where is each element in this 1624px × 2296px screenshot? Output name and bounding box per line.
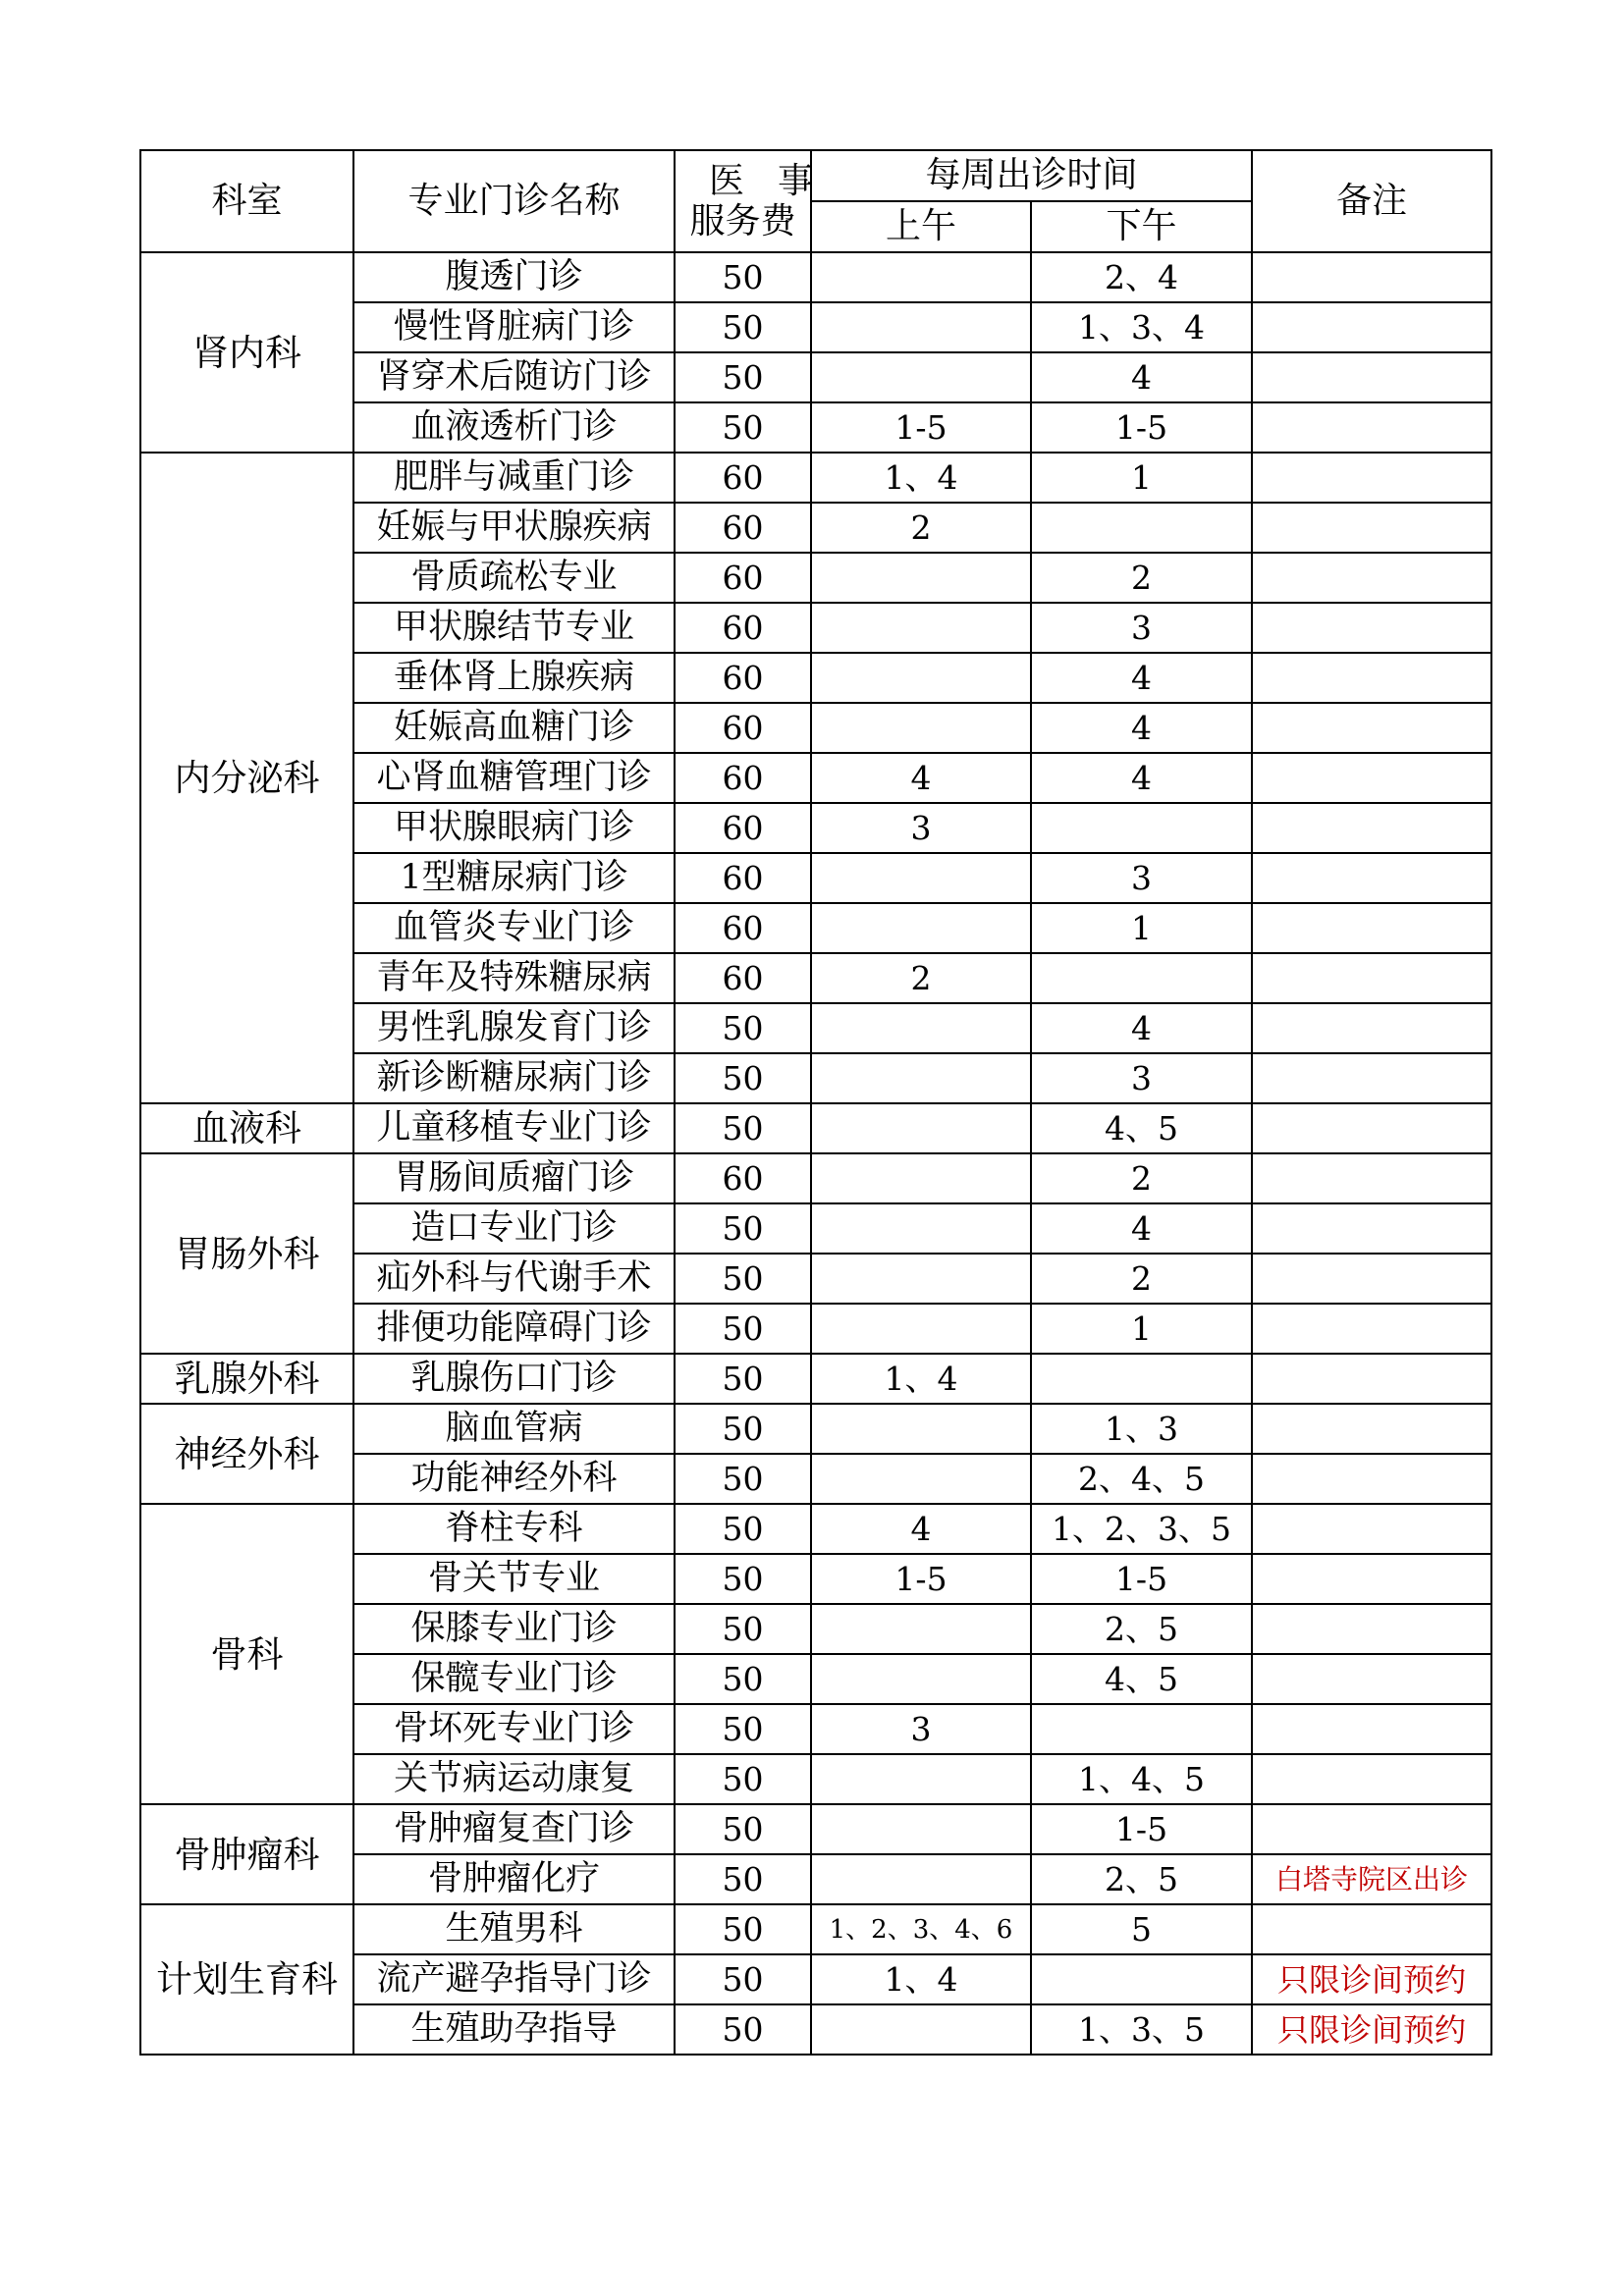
fee-cell: 60 xyxy=(675,653,811,703)
pm-slot-cell: 1-5 xyxy=(1031,1554,1252,1604)
note-cell xyxy=(1252,1554,1491,1604)
am-slot-cell xyxy=(811,853,1031,903)
header-pm: 下午 xyxy=(1031,201,1252,252)
am-slot-cell xyxy=(811,1604,1031,1654)
clinic-name-cell: 功能神经外科 xyxy=(353,1454,675,1504)
fee-cell: 50 xyxy=(675,1404,811,1454)
pm-slot-cell: 1、3 xyxy=(1031,1404,1252,1454)
note-cell xyxy=(1252,1304,1491,1354)
header-time: 每周出诊时间 xyxy=(811,150,1252,201)
pm-slot-cell: 4 xyxy=(1031,1003,1252,1053)
header-dept: 科室 xyxy=(140,150,353,252)
am-slot-cell xyxy=(811,1654,1031,1704)
clinic-name-cell: 脑血管病 xyxy=(353,1404,675,1454)
am-slot-cell: 3 xyxy=(811,1704,1031,1754)
am-slot-cell: 1、4 xyxy=(811,1354,1031,1404)
pm-slot-cell: 1、3、4 xyxy=(1031,302,1252,352)
clinic-name-cell: 肥胖与减重门诊 xyxy=(353,453,675,503)
note-cell xyxy=(1252,302,1491,352)
fee-cell: 60 xyxy=(675,453,811,503)
am-slot-cell xyxy=(811,1153,1031,1203)
header-clinic: 专业门诊名称 xyxy=(353,150,675,252)
pm-slot-cell: 1 xyxy=(1031,1304,1252,1354)
fee-cell: 60 xyxy=(675,703,811,753)
pm-slot-cell: 4、5 xyxy=(1031,1654,1252,1704)
pm-slot-cell: 1-5 xyxy=(1031,1804,1252,1854)
note-cell xyxy=(1252,1053,1491,1103)
fee-cell: 50 xyxy=(675,2004,811,2055)
clinic-name-cell: 肾穿术后随访门诊 xyxy=(353,352,675,402)
note-cell xyxy=(1252,1704,1491,1754)
fee-cell: 60 xyxy=(675,903,811,953)
pm-slot-cell: 2 xyxy=(1031,1153,1252,1203)
clinic-name-cell: 疝外科与代谢手术 xyxy=(353,1254,675,1304)
fee-cell: 60 xyxy=(675,603,811,653)
pm-slot-cell: 4 xyxy=(1031,703,1252,753)
am-slot-cell: 3 xyxy=(811,803,1031,853)
am-slot-cell xyxy=(811,1454,1031,1504)
dept-cell: 血液科 xyxy=(140,1103,353,1153)
pm-slot-cell: 1、4、5 xyxy=(1031,1754,1252,1804)
pm-slot-cell: 3 xyxy=(1031,1053,1252,1103)
note-cell xyxy=(1252,1804,1491,1854)
pm-slot-cell xyxy=(1031,803,1252,853)
clinic-name-cell: 妊娠与甲状腺疾病 xyxy=(353,503,675,553)
pm-slot-cell: 4 xyxy=(1031,1203,1252,1254)
dept-cell: 骨科 xyxy=(140,1504,353,1804)
clinic-name-cell: 骨关节专业 xyxy=(353,1554,675,1604)
pm-slot-cell xyxy=(1031,503,1252,553)
table-body xyxy=(140,252,1491,2055)
note-cell xyxy=(1252,352,1491,402)
note-cell xyxy=(1252,1404,1491,1454)
header-fee xyxy=(675,150,847,252)
clinic-name-cell: 骨肿瘤复查门诊 xyxy=(353,1804,675,1854)
clinic-name-cell: 青年及特殊糖尿病 xyxy=(353,953,675,1003)
fee-cell: 50 xyxy=(675,1554,811,1604)
fee-cell: 50 xyxy=(675,1504,811,1554)
pm-slot-cell: 2、5 xyxy=(1031,1854,1252,1904)
pm-slot-cell: 2、5 xyxy=(1031,1604,1252,1654)
pm-slot-cell: 4、5 xyxy=(1031,1103,1252,1153)
clinic-name-cell: 生殖男科 xyxy=(353,1904,675,1954)
note-cell xyxy=(1252,803,1491,853)
clinic-name-cell: 乳腺伤口门诊 xyxy=(353,1354,675,1404)
pm-slot-cell: 3 xyxy=(1031,603,1252,653)
fee-cell: 50 xyxy=(675,1003,811,1053)
note-cell xyxy=(1252,1153,1491,1203)
clinic-name-cell: 血液透析门诊 xyxy=(353,402,675,453)
table-row xyxy=(140,1904,1491,1954)
fee-cell: 50 xyxy=(675,1804,811,1854)
am-slot-cell xyxy=(811,1754,1031,1804)
table-row xyxy=(140,1153,1491,1203)
clinic-name-cell: 妊娠高血糖门诊 xyxy=(353,703,675,753)
clinic-name-cell: 垂体肾上腺疾病 xyxy=(353,653,675,703)
note-cell xyxy=(1252,1604,1491,1654)
note-cell xyxy=(1252,1203,1491,1254)
note-cell xyxy=(1252,1904,1491,1954)
pm-slot-cell xyxy=(1031,953,1252,1003)
am-slot-cell xyxy=(811,252,1031,302)
fee-cell: 50 xyxy=(675,1954,811,2004)
clinic-name-cell: 心肾血糖管理门诊 xyxy=(353,753,675,803)
am-slot-cell xyxy=(811,1254,1031,1304)
table-row xyxy=(140,1103,1491,1153)
clinic-name-cell: 骨坏死专业门诊 xyxy=(353,1704,675,1754)
fee-cell: 50 xyxy=(675,402,811,453)
clinic-name-cell: 甲状腺结节专业 xyxy=(353,603,675,653)
am-slot-cell xyxy=(811,703,1031,753)
fee-cell: 50 xyxy=(675,1854,811,1904)
am-slot-cell xyxy=(811,302,1031,352)
am-slot-cell: 1-5 xyxy=(811,1554,1031,1604)
fee-cell: 50 xyxy=(675,1754,811,1804)
fee-cell: 50 xyxy=(675,1354,811,1404)
clinic-name-cell: 骨肿瘤化疗 xyxy=(353,1854,675,1904)
dept-cell: 胃肠外科 xyxy=(140,1153,353,1354)
clinic-schedule-table xyxy=(139,149,1492,2056)
fee-cell: 50 xyxy=(675,1254,811,1304)
pm-slot-cell: 3 xyxy=(1031,853,1252,903)
dept-cell: 乳腺外科 xyxy=(140,1354,353,1404)
am-slot-cell xyxy=(811,1304,1031,1354)
note-cell xyxy=(1252,553,1491,603)
fee-cell: 50 xyxy=(675,252,811,302)
pm-slot-cell: 1-5 xyxy=(1031,402,1252,453)
fee-cell: 50 xyxy=(675,1304,811,1354)
clinic-name-cell: 1型糖尿病门诊 xyxy=(353,853,675,903)
am-slot-cell: 1-5 xyxy=(811,402,1031,453)
note-cell xyxy=(1252,653,1491,703)
pm-slot-cell xyxy=(1031,1954,1252,2004)
note-cell xyxy=(1252,1654,1491,1704)
pm-slot-cell: 1 xyxy=(1031,453,1252,503)
fee-cell: 50 xyxy=(675,302,811,352)
clinic-name-cell: 慢性肾脏病门诊 xyxy=(353,302,675,352)
note-cell xyxy=(1252,453,1491,503)
note-cell: 白塔寺院区出诊 xyxy=(1252,1854,1491,1904)
note-cell xyxy=(1252,903,1491,953)
fee-cell: 50 xyxy=(675,1103,811,1153)
fee-cell: 60 xyxy=(675,953,811,1003)
pm-slot-cell: 4 xyxy=(1031,653,1252,703)
fee-cell: 50 xyxy=(675,1904,811,1954)
am-slot-cell xyxy=(811,1203,1031,1254)
fee-cell: 60 xyxy=(675,1153,811,1203)
fee-cell: 60 xyxy=(675,803,811,853)
note-cell: 只限诊间预约 xyxy=(1252,1954,1491,2004)
fee-cell: 50 xyxy=(675,352,811,402)
note-cell: 只限诊间预约 xyxy=(1252,2004,1491,2055)
header-fee-line2: 服务费 xyxy=(689,201,796,241)
table-row xyxy=(140,252,1491,302)
note-cell xyxy=(1252,1254,1491,1304)
pm-slot-cell: 2、4、5 xyxy=(1031,1454,1252,1504)
fee-cell: 60 xyxy=(675,753,811,803)
dept-cell: 神经外科 xyxy=(140,1404,353,1504)
dept-cell: 内分泌科 xyxy=(140,453,353,1103)
note-cell xyxy=(1252,1103,1491,1153)
clinic-name-cell: 保膝专业门诊 xyxy=(353,1604,675,1654)
am-slot-cell: 4 xyxy=(811,1504,1031,1554)
am-slot-cell xyxy=(811,1053,1031,1103)
clinic-name-cell: 脊柱专科 xyxy=(353,1504,675,1554)
pm-slot-cell: 2 xyxy=(1031,1254,1252,1304)
am-slot-cell xyxy=(811,1003,1031,1053)
am-slot-cell: 1、4 xyxy=(811,453,1031,503)
fee-cell: 60 xyxy=(675,503,811,553)
fee-cell: 50 xyxy=(675,1604,811,1654)
table-row xyxy=(140,1354,1491,1404)
dept-cell: 肾内科 xyxy=(140,252,353,453)
table-header xyxy=(140,150,1491,252)
note-cell xyxy=(1252,603,1491,653)
table-row xyxy=(140,1504,1491,1554)
clinic-name-cell: 腹透门诊 xyxy=(353,252,675,302)
am-slot-cell xyxy=(811,653,1031,703)
am-slot-cell xyxy=(811,1103,1031,1153)
note-cell xyxy=(1252,503,1491,553)
pm-slot-cell xyxy=(1031,1704,1252,1754)
am-slot-cell xyxy=(811,603,1031,653)
fee-cell: 60 xyxy=(675,853,811,903)
table-row xyxy=(140,1804,1491,1854)
pm-slot-cell: 4 xyxy=(1031,753,1252,803)
note-cell xyxy=(1252,402,1491,453)
note-cell xyxy=(1252,1454,1491,1504)
am-slot-cell xyxy=(811,903,1031,953)
am-slot-cell: 1、4 xyxy=(811,1954,1031,2004)
note-cell xyxy=(1252,1504,1491,1554)
fee-cell: 50 xyxy=(675,1053,811,1103)
clinic-name-cell: 生殖助孕指导 xyxy=(353,2004,675,2055)
pm-slot-cell xyxy=(1031,1354,1252,1404)
pm-slot-cell: 5 xyxy=(1031,1904,1252,1954)
dept-cell: 计划生育科 xyxy=(140,1904,353,2055)
clinic-name-cell: 造口专业门诊 xyxy=(353,1203,675,1254)
am-slot-cell xyxy=(811,1404,1031,1454)
note-cell xyxy=(1252,703,1491,753)
note-cell xyxy=(1252,1754,1491,1804)
note-cell xyxy=(1252,1354,1491,1404)
fee-cell: 60 xyxy=(675,553,811,603)
clinic-name-cell: 男性乳腺发育门诊 xyxy=(353,1003,675,1053)
fee-cell: 50 xyxy=(675,1203,811,1254)
header-am: 上午 xyxy=(811,201,1031,252)
pm-slot-cell: 1 xyxy=(1031,903,1252,953)
clinic-name-cell: 甲状腺眼病门诊 xyxy=(353,803,675,853)
pm-slot-cell: 4 xyxy=(1031,352,1252,402)
clinic-name-cell: 关节病运动康复 xyxy=(353,1754,675,1804)
pm-slot-cell: 1、3、5 xyxy=(1031,2004,1252,2055)
clinic-name-cell: 血管炎专业门诊 xyxy=(353,903,675,953)
table-row xyxy=(140,453,1491,503)
clinic-name-cell: 新诊断糖尿病门诊 xyxy=(353,1053,675,1103)
am-slot-cell: 2 xyxy=(811,503,1031,553)
am-slot-cell xyxy=(811,1804,1031,1854)
am-slot-cell xyxy=(811,1854,1031,1904)
clinic-name-cell: 胃肠间质瘤门诊 xyxy=(353,1153,675,1203)
am-slot-cell: 4 xyxy=(811,753,1031,803)
note-cell xyxy=(1252,1003,1491,1053)
fee-cell: 50 xyxy=(675,1454,811,1504)
dept-cell: 骨肿瘤科 xyxy=(140,1804,353,1904)
fee-cell: 50 xyxy=(675,1654,811,1704)
note-cell xyxy=(1252,252,1491,302)
pm-slot-cell: 1、2、3、5 xyxy=(1031,1504,1252,1554)
clinic-name-cell: 儿童移植专业门诊 xyxy=(353,1103,675,1153)
note-cell xyxy=(1252,753,1491,803)
clinic-name-cell: 保髋专业门诊 xyxy=(353,1654,675,1704)
pm-slot-cell: 2、4 xyxy=(1031,252,1252,302)
am-slot-cell xyxy=(811,2004,1031,2055)
clinic-name-cell: 流产避孕指导门诊 xyxy=(353,1954,675,2004)
am-slot-cell: 2 xyxy=(811,953,1031,1003)
am-slot-cell xyxy=(811,352,1031,402)
header-note: 备注 xyxy=(1252,150,1491,252)
am-slot-cell: 1、2、3、4、6 xyxy=(811,1904,1031,1954)
clinic-name-cell: 排便功能障碍门诊 xyxy=(353,1304,675,1354)
table-row xyxy=(140,1404,1491,1454)
pm-slot-cell: 2 xyxy=(1031,553,1252,603)
am-slot-cell xyxy=(811,553,1031,603)
fee-cell: 50 xyxy=(675,1704,811,1754)
note-cell xyxy=(1252,853,1491,903)
note-cell xyxy=(1252,953,1491,1003)
clinic-name-cell: 骨质疏松专业 xyxy=(353,553,675,603)
header-fee-line1: 医事 xyxy=(709,160,847,201)
